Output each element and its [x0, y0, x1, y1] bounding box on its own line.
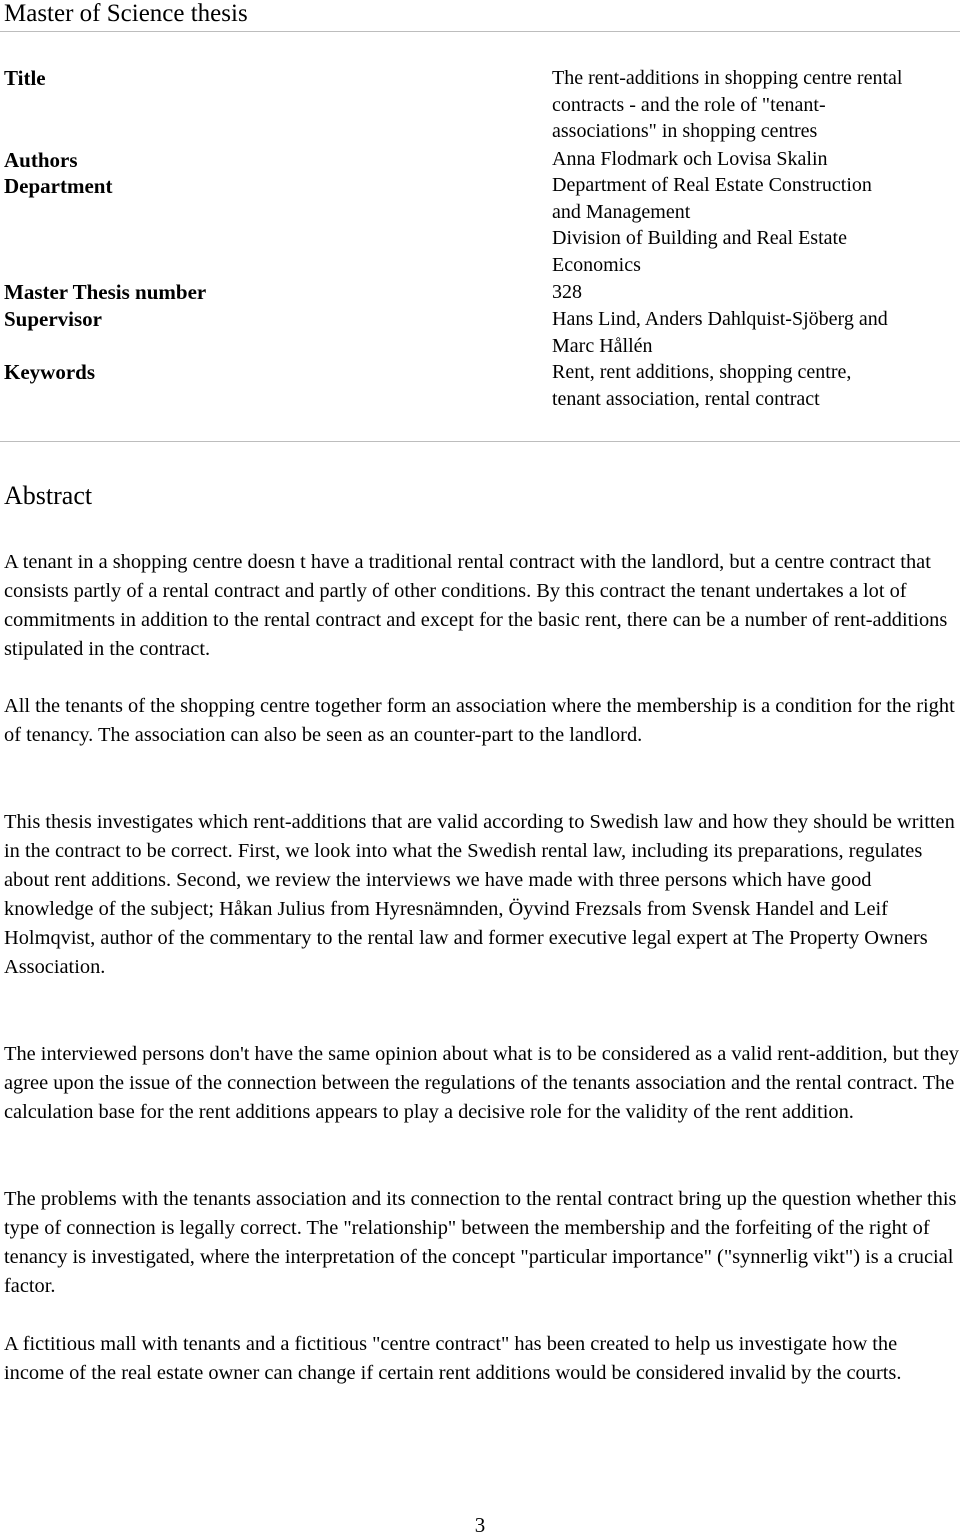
abstract-paragraph: A fictitious mall with tenants and a fictitious "centre contract" has been created to help us investigate how the income of the real estate owner can change if certain rent additions would be considered invalid by the courts.: [4, 1333, 902, 1384]
meta-label-department: Department: [4, 174, 113, 198]
page-number: 3: [474, 1513, 486, 1537]
meta-value-title: The rent-additions in shopping centre rental contracts - and the role of "tenant- associations" in shopping centres: [552, 67, 903, 143]
meta-value-department: Department of Real Estate Construction and Management Division of Building and Real Estate Economics: [552, 174, 872, 276]
meta-label-title: Title: [4, 66, 46, 90]
abstract-paragraph: A tenant in a shopping centre doesn t have a traditional rental contract with the landlord, but a centre contract that consists partly of a rental contract and partly of other conditions. By this contract the tenant undertakes a lot of commitments in addition to the rental contract and except for the basic rent, there can be a number of rent-additions stipulated in the contract.: [4, 551, 948, 660]
meta-value-authors: Anna Flodmark och Lovisa Skalin: [552, 148, 828, 170]
abstract-heading: Abstract: [4, 481, 93, 510]
meta-label-keywords: Keywords: [4, 360, 95, 384]
meta-label-authors: Authors: [4, 148, 78, 172]
document-header-title: Master of Science thesis: [4, 0, 248, 27]
abstract-paragraph: All the tenants of the shopping centre together form an association where the membership is a condition for the right of tenancy. The association can also be seen as an counter-part to the landlord.: [4, 695, 955, 746]
section-divider: [0, 441, 960, 442]
abstract-paragraph: The problems with the tenants association and its connection to the rental contract bring up the question whether this type of connection is legally correct. The "relationship" between the membership and the forfeiting of the right of tenancy is investigated, where the interpretation of the concept "particular importance" ("synnerlig vikt") is a crucial factor.: [4, 1188, 957, 1297]
meta-label-supervisor: Supervisor: [4, 307, 103, 331]
header-divider: [0, 31, 960, 32]
meta-value-thesis-number: 328: [552, 281, 582, 303]
abstract-paragraph: This thesis investigates which rent-additions that are valid according to Swedish law and how they should be written in the contract to be correct. First, we look into what the Swedish rental law, including its preparations, regulates about rent additions. Second, we review the interviews we have made with three persons which have good knowledge of the subject; Håkan Julius from Hyresnämnden, Öyvind Frezsals from Svensk Handel and Leif Holmqvist, author of the commentary to the rental law and former executive legal expert at The Property Owners Association.: [4, 811, 955, 978]
meta-label-thesis-number: Master Thesis number: [4, 280, 207, 304]
meta-value-supervisor: Hans Lind, Anders Dahlquist-Sjöberg and Marc Hållén: [552, 308, 888, 357]
abstract-paragraph: The interviewed persons don't have the same opinion about what is to be considered as a valid rent-addition, but they agree upon the issue of the connection between the regulations of the tenants association and the rental contract. The calculation base for the rent additions appears to play a decisive role for the validity of the rent addition.: [4, 1043, 959, 1123]
meta-value-keywords: Rent, rent additions, shopping centre, tenant association, rental contract: [552, 361, 852, 410]
